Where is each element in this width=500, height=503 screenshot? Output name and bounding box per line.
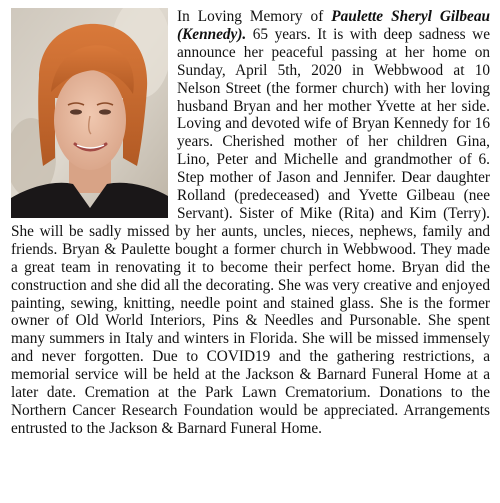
deceased-name: Paulette Sheryl Gilbeau (Kennedy). xyxy=(177,8,490,43)
intro-text: In Loving Memory of xyxy=(177,8,332,25)
obituary-body: 65 years. It is with deep sadness we announce her peaceful passing at her home on Sunday, April 5th, 2020 in Webbwood at 10 Nelson Street (the former church) with her loving husband Bryan and her mother Yvette at her side. Loving and devoted wife of Bryan Kennedy for 16 years. Cherished mother of her children Gina, Lino, Peter and Michelle and grandmother of 6. Step mother of Jason and Jennifer. Dear daughter Rolland (predeceased) and Yvette Gilbeau (nee Servant). Sister of Mike (Rita) and Kim (Terry). She will be sadly missed by her aunts, uncles, nieces, nephews, family and friends. Bryan & Paulette bought a former church in Webbwood. They made a great team in renovating it to become their perfect home. Bryan did the construction and she did all the decorating. She was very creative and enjoyed painting, sewing, knitting, needle point and stained glass. She is the former owner of Old World Interiors, Pins & Needles and Pursonable. She spent many summers in Italy and winters in Florida. She will be missed immensely and never forgotten. Due to COVID19 and the gathering restrictions, a memorial service will be held at the Jackson & Barnard Funeral Home at a later date. Cremation at the Park Lawn Crematorium. Donations to the Northern Cancer Research Foundation would be appreciated. Arrangements entrusted to the Jackson & Barnard Funeral Home. xyxy=(11,25,490,437)
portrait-photo xyxy=(11,8,168,218)
